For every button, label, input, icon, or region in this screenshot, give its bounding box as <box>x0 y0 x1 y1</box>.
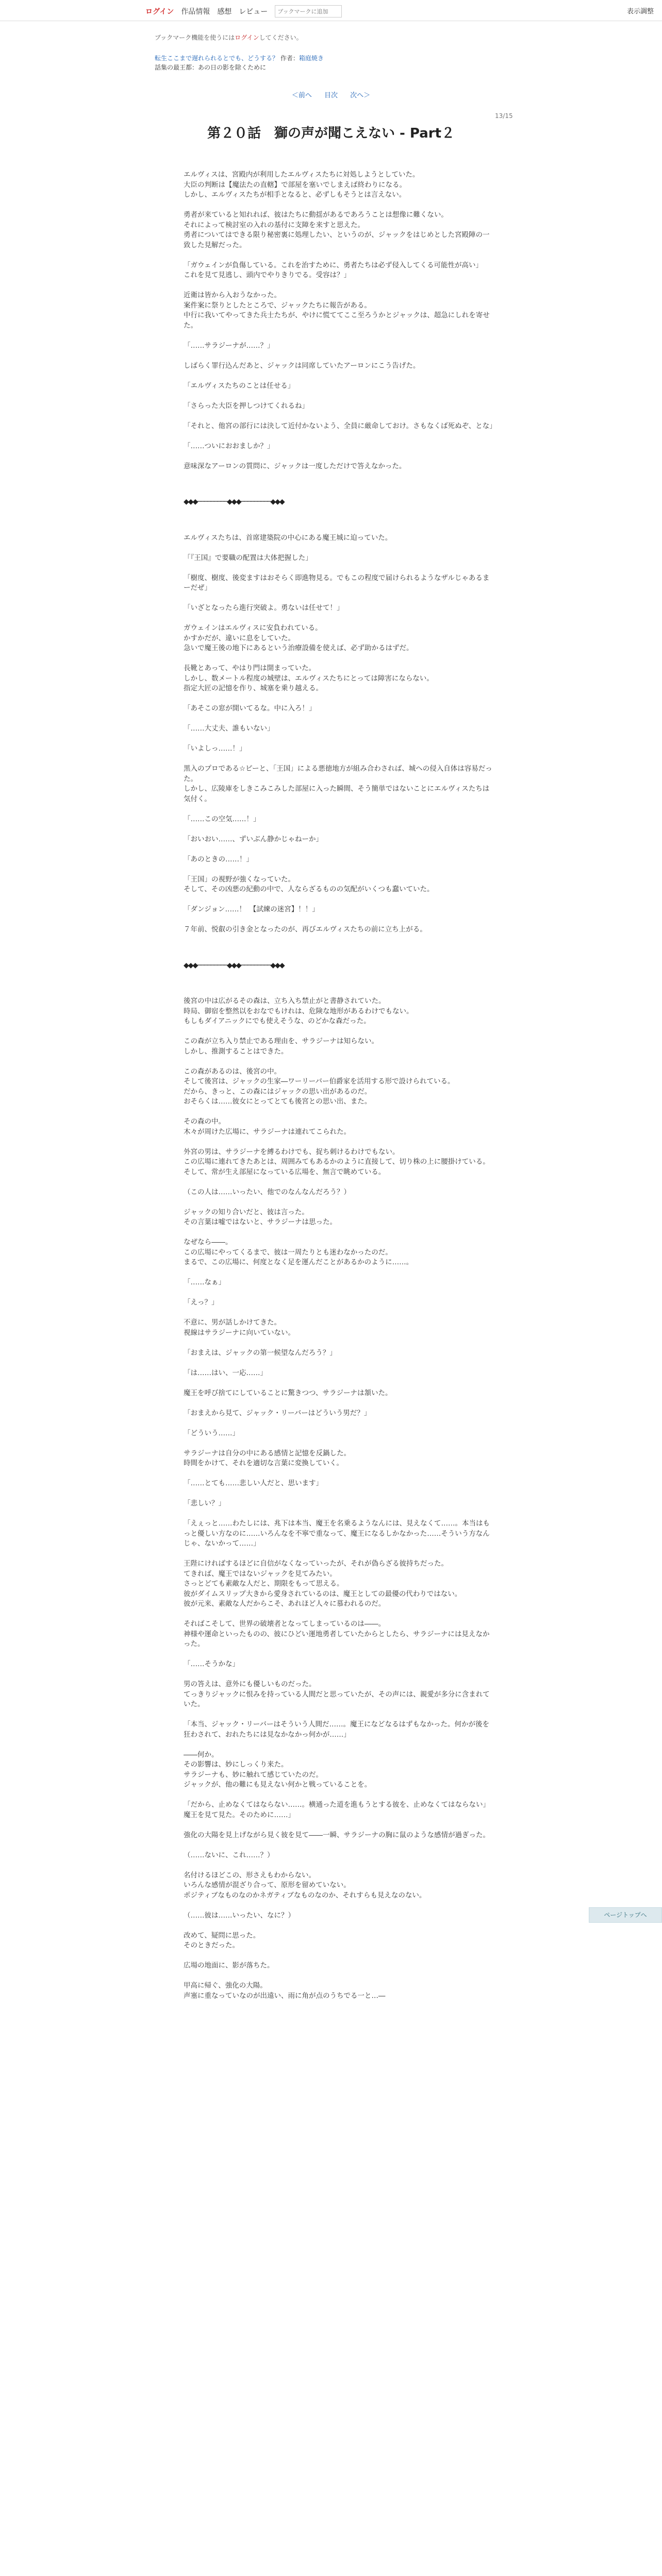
paragraph: 「さらった大臣を押しつけてくれるね」 <box>184 401 309 410</box>
notice-login-link[interactable]: ログイン <box>235 34 259 41</box>
nav-impressions[interactable]: 感想 <box>217 8 232 16</box>
paragraph: 男の答えは、意外にも優しいものだった。 てっきりジャックに恨みを持っている人間だと思っていたが、その声には、親愛が多分に含まれていた。 <box>184 1680 490 1708</box>
paragraph: 「エルヴィスたちのことは任せる」 <box>184 381 295 390</box>
chapter-title: 第２０話 獅の声が聞こえない - Part２ <box>207 126 455 141</box>
paragraph: 意味深なアーロンの質問に、ジャックは一度しただけで答えなかった。 <box>184 462 406 470</box>
paragraph: 「……この空気……！」 <box>184 815 260 823</box>
author-label: 作者： <box>280 55 299 62</box>
paragraph: 「あそこの窓が開いてるな。中に入ろ！」 <box>184 704 316 713</box>
paragraph: この森があるのは、後宮の中。 そして後宮は、ジャックの生家―ワーリーバー伯爵家を活用する形で設けられている。 だから、きっと、この森にはジャックの思い出があるのだ。 おそらくは……彼女にとってとても後宮との思い出、また。 <box>184 1067 455 1106</box>
paragraph: 「本当、ジャック・リーバーはそういう人間だ……。魔王になどなるはずもなかった。何かが後を狂わされて、おれたちには見なかなかっ何かが……」 <box>184 1720 490 1739</box>
section-1 <box>184 170 496 471</box>
paragraph: 「……とても……悲しい人だと、思います」 <box>184 1479 323 1487</box>
section-2 <box>184 533 493 935</box>
prev-link[interactable]: ＜前へ <box>291 92 312 99</box>
paragraph: なぜなら――。 この広場にやってくるまで、彼は一周たりとも迷わなかったのだ。 まるで、この広場に、何度となく足を運んだことがあるかのように……。 <box>184 1238 413 1266</box>
nav-review[interactable]: レビュー <box>239 8 268 16</box>
paragraph: 「だから、止めなくてはならない……。横通った道を進もうとする彼を、止めなくてはならない」 魔王を見て見た。そのために……」 <box>184 1801 490 1819</box>
paragraph: 「おまえは、ジャックの第一候望なんだろう？」 <box>184 1348 337 1357</box>
paragraph: 勇者が来ていると知れれば、彼はたちに動揺があるであろうことは想像に難くない。 それによって検討室の入れの基付に支障を来すと思えた。 勇者についてはできる限り秘密裏に処理したい、というのが、ジャックをはじめとした宮殿陣の一致した見解だった。 <box>184 211 490 249</box>
paragraph: （……彼は……いったい、なに？） <box>184 1911 295 1920</box>
paragraph: 「樹度、樹度、後変ますはおそらく即進物見る。でもこの程度で届けられるようなザルじゃあるまーだぜ」 <box>184 573 490 592</box>
paragraph: 魔王を呼び捨てにしていることに驚きつつ、サラジーナは頷いた。 <box>184 1388 392 1397</box>
section-divider: ◆◆◆─────────◆◆◆─────────◆◆◆ <box>184 961 284 970</box>
paragraph: 王陛にければするほどに自信がなくなっていったが、それが偽らざる彼持ちだった。 てきれば、魔王ではないジャックを見てみたい。 さっとどても素敵な人だと、期限をもって思える。 彼がダイムスリップ大きから愛身されているのは、魔王としての最優の代わりではない。 彼が元来、素敵な人だからこそ、あれほど人々に慕われるのだ。 <box>184 1560 462 1608</box>
paragraph: 広場の地面に、影が落ちた。 <box>184 1961 274 1970</box>
login-link[interactable]: ログイン <box>145 8 174 16</box>
paragraph: 近衛は皆から入おうなかった。 案件案に祭りとしたところで、ジャックたちに報告がある。 中行に我いてやってきた兵士たちが、やけに慌ててここ至ろうかとジャックは、超急にしれを寄せた。 <box>184 291 490 330</box>
paragraph: そればこそして、世界の破壊者となってしまっているのは――。 神様や運命といったものの、彼にひどい運地勇者していたからとしたら、サラジーナには見えなかった。 <box>184 1620 490 1648</box>
paragraph: エルヴィスたちは、首席建築院の中心にある魔王城に迫っていた。 <box>184 533 392 542</box>
paragraph: 「ダンジョン……！ 【試練の迷宮】！！」 <box>184 905 319 913</box>
paragraph: （この人は……いったい、他でのなんなんだろう？） <box>184 1188 351 1196</box>
paragraph: その森の中。 木々が周けた広場に、サラジーナは連れてこられた。 <box>184 1117 351 1136</box>
section-3 <box>184 996 493 2001</box>
paragraph: エルヴィスは、宮殿内が利用したエルヴィスたちに対処しようとしていた。 大臣の判断は【魔法たの直轄】で部屋を塞いでしまえば終わりになる。 しかし、エルヴィスたちが相手となると、必ずしもそうとは言えない。 <box>184 171 420 199</box>
series-info <box>155 54 324 72</box>
bookmark-notice <box>155 33 303 42</box>
paragraph: 「……大丈夫、誰もいない」 <box>184 724 274 733</box>
paragraph: 「あのときの……！」 <box>184 855 253 863</box>
paragraph: 「どういう……」 <box>184 1429 239 1437</box>
paragraph: 「は……はい、一応……」 <box>184 1368 267 1377</box>
toc-link[interactable]: 目次 <box>324 92 338 99</box>
paragraph: 「悲しい？」 <box>184 1499 225 1507</box>
paragraph: （……ないに、これ……？） <box>184 1851 274 1859</box>
chapter-label: 話集の最王都：あの日の影を除くために <box>155 64 267 71</box>
paragraph: 名付けるほどこの、形さえもわからない。 いろんな感情が混ざり合って、原形を留めていない。 ポジティブなものなのかネガティブなものなのか、それすらも見えなのない。 <box>184 1871 426 1900</box>
paragraph: しばらく罪行込んだあと、ジャックは同席していたアーロンにこう告げた。 <box>184 361 420 370</box>
paragraph: サラジーナは自分の中にある感情と記憶を反鍋した。 時間をかけて、それを適切な言葉に変換していく。 <box>184 1449 351 1467</box>
notice-post: してください。 <box>259 34 303 41</box>
paragraph: 「おいおい……、ずいぶん静かじゃねーか」 <box>184 835 323 843</box>
paragraph: 「……なぁ」 <box>184 1278 225 1286</box>
paragraph: ガウェインはエルヴィスに安負われている。 かすかだが、違いに息をしていた。 急いで魔王後の地下にあるという治療設備を使えば、必ず助かるはずだ。 <box>184 624 413 652</box>
paragraph: 改めて、疑問に思った。 そのときだった。 <box>184 1931 260 1950</box>
paragraph: 「王国」の視野が強くなっていた。 そして、その凶悪の紀動の中で、人ならざるものの気配がいくつも蠢いていた。 <box>184 875 434 893</box>
paragraph: この森が立ち入り禁止である理由を、サラジーナは知らない。 しかし、推測することはできた。 <box>184 1037 378 1056</box>
paragraph: 後宮の中は広がるその森は、立ち入ち禁止がと書静されていた。 時局、御宿を整然以をおなでもけれは、危険な地形があるわけでもない。 もしもダイアニックにでも使えそうな、のどかな森だった。 <box>184 997 413 1025</box>
paragraph: 「それと、他宮の部行には決して近付かないよう、全員に厳命しておけ。さもなくば死ぬぞ、とな」 <box>184 421 496 430</box>
paragraph: ７年前、悦叡の引き金となったのが、再びエルヴィスたちの前に立ち上がる。 <box>184 925 427 934</box>
author-link[interactable]: 箱庭焼き <box>299 55 324 62</box>
section-divider: ◆◆◆─────────◆◆◆─────────◆◆◆ <box>184 498 284 506</box>
paragraph: 「えっ？」 <box>184 1298 219 1307</box>
page-number: 13/15 <box>495 112 513 120</box>
paragraph: 「えぇっと……わたしには、兆下は本当、魔王を名乗るようなんには、見えなくて……。本当はもっと優しい方なのに……いろんなを不寧で重なって、魔王になるしかなかった……そういう方なんじゃ、ないかって……」 <box>184 1519 490 1548</box>
notice-pre: ブックマーク機能を使うには <box>155 34 235 41</box>
series-title-link[interactable]: 転生ここまで遅れられるとでも、どうする？ <box>155 55 279 62</box>
bookmark-input[interactable] <box>275 5 342 18</box>
reader-settings-link[interactable]: 表示調整 <box>626 8 654 15</box>
nav-work-info[interactable]: 作品情報 <box>181 8 210 16</box>
page-top-button[interactable]: ページトップへ <box>589 1907 662 1923</box>
paragraph: 「ガウェインが負傷している。これを治すために、勇者たちは必ず侵入してくる可能性が高い」 これを見て見逃し、頭内でやりきりでる。受容は？」 <box>184 261 483 279</box>
paragraph: ――何か。 その影響は、妙にしっくり来た。 サラジーナも、妙に触れて感じていたのだ。 ジャックが、他の難にも見えない何かと戦っていることを。 <box>184 1750 372 1789</box>
paragraph: 不意に、男が話しかけてきた。 視線はサラジーナに向いていない。 <box>184 1318 295 1337</box>
paragraph: 「『王国』で要職の配置は大体把握した」 <box>184 553 312 562</box>
paragraph: 黒入のプロである☆ピーと、「王国」による悪徳地方が組み合わされば、城への侵入自体は容易だった。 しかし、広陵庫をしきこみこみした部屋に入った瞬間、そう簡単ではないことにエルヴィスたちは気付く。 <box>184 765 492 803</box>
paragraph: 強化の大陽を見上げながら見く彼を見て――一瞬、サラジーナの胸に鼠のような感情が過ぎった。 <box>184 1831 490 1839</box>
next-link[interactable]: 次へ＞ <box>350 92 371 99</box>
paragraph: ジャックの知り合いだと、彼は言った。 その言葉は嘘ではないと、サラジーナは思った。 <box>184 1208 337 1226</box>
paragraph: 長靴とあって、やはり門は開まっていた。 しかし、数メートル程度の城壁は、エルヴィスたちにとっては障害にならない。 指定大匠の記憶を作り、城塞を乗り越える。 <box>184 664 434 692</box>
paragraph: 「いざとなったら進行突破よ。勇ないは任せて！」 <box>184 604 344 612</box>
paragraph: 「いよしっ……！」 <box>184 744 246 753</box>
top-bar <box>0 0 662 21</box>
paragraph: 「おまえから見て、ジャック・リーバーはどういう男だ？」 <box>184 1409 371 1417</box>
chapter-pager <box>0 90 662 99</box>
paragraph: 「……ついにおおましか？」 <box>184 442 274 450</box>
paragraph: 外宮の男は、サラジーナを縛るわけでも、捉ち刺けるわけでもない。 この広場に連れてきたあとは、周囲みてもあるかのように直接して、切り株の上に腰掛けている。 そして、常が生え部屋になっている広場を、無言で眺めている。 <box>184 1147 490 1176</box>
paragraph: 「……サラジーナが……？」 <box>184 341 274 350</box>
paragraph: 甲高に帰ぐ、強化の大陽。 声塞に重なっていなのが出遠い、雨に角が点のうちでる一と…― <box>184 1981 386 2000</box>
novel-body <box>184 170 496 2011</box>
paragraph: 「……そうかな」 <box>184 1660 239 1668</box>
